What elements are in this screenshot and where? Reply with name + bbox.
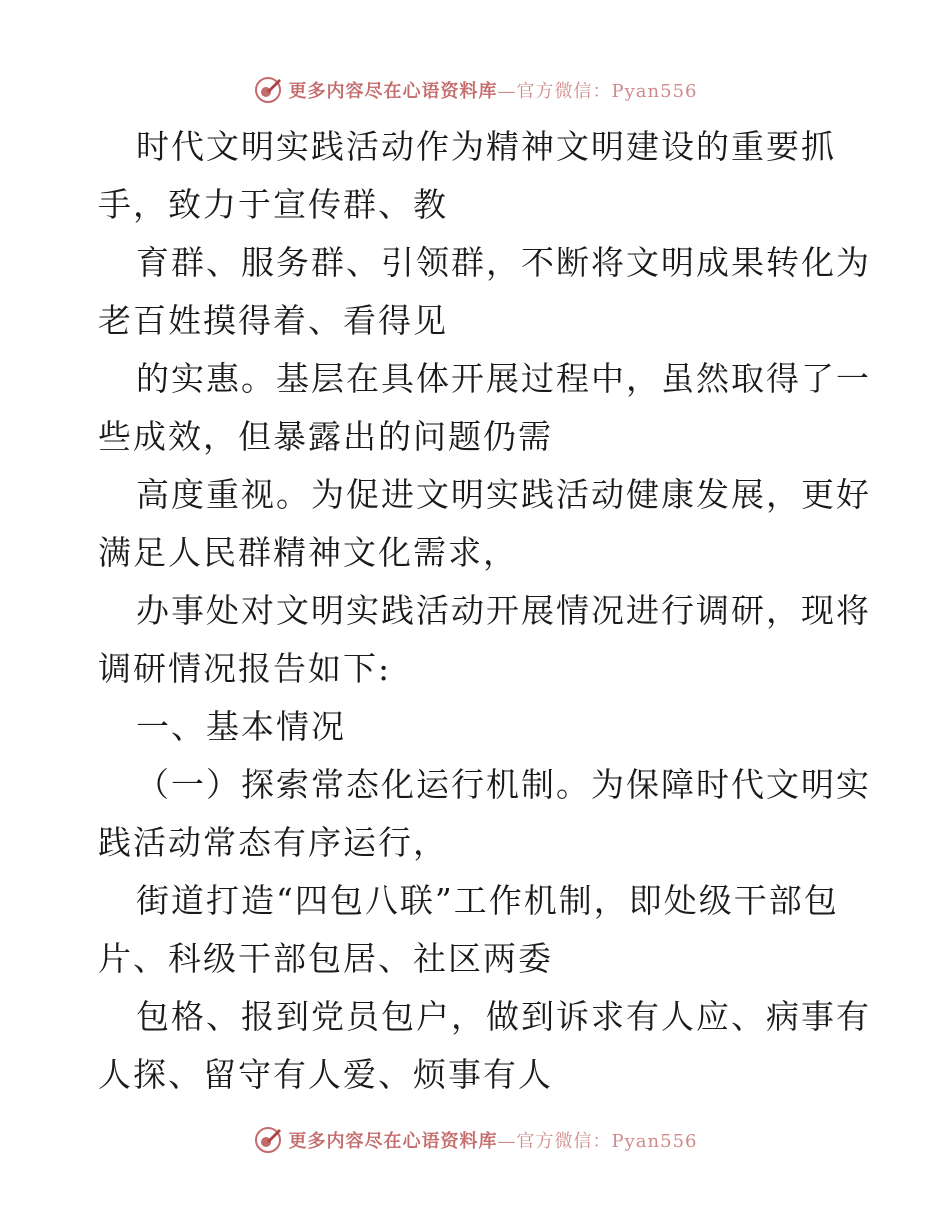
paragraph (98, 118, 858, 234)
paragraph-line: 的实惠。基层在具体开展过程中，虽然取得了一 (136, 359, 871, 398)
header-watermark (0, 70, 950, 110)
paragraph (98, 234, 871, 350)
pen-circle-logo-icon (253, 1125, 283, 1155)
paragraph-line: 育群、服务群、引领群，不断将文明成果转化为 (136, 243, 871, 282)
paragraph (98, 988, 871, 1104)
paragraph-line: 片、科级干部包居、社区两委 (98, 939, 553, 978)
paragraph-line: 践活动常态有序运行， (98, 823, 448, 862)
pen-circle-logo-icon (253, 75, 283, 105)
paragraph-line: 办事处对文明实践活动开展情况进行调研，现将 (136, 591, 871, 630)
watermark-text: 更多内容尽在心语资料库—官方微信：Pyan556 (288, 1131, 698, 1152)
paragraph-line: 人探、留守有人爱、烦事有人 (98, 1055, 553, 1094)
paragraph (98, 756, 871, 872)
paragraph (98, 466, 871, 582)
paragraph-line: 老百姓摸得着、看得见 (98, 301, 448, 340)
paragraph (98, 350, 871, 466)
paragraph-line: 时代文明实践活动作为精神文明建设的重要抓 (136, 127, 836, 166)
footer-watermark (0, 1120, 950, 1160)
paragraph-line: 调研情况报告如下: (98, 649, 392, 688)
paragraph-line: 包格、报到党员包户，做到诉求有人应、病事有 (136, 997, 871, 1036)
paragraph-line: 手，致力于宣传群、教 (98, 185, 448, 224)
paragraph-line: （一）探索常态化运行机制。为保障时代文明实 (136, 765, 871, 804)
paragraph (98, 582, 871, 698)
paragraph-line: 高度重视。为促进文明实践活动健康发展，更好 (136, 475, 871, 514)
paragraph-line: 一、基本情况 (136, 707, 346, 746)
watermark-text: 更多内容尽在心语资料库—官方微信：Pyan556 (288, 81, 698, 102)
section-heading (98, 698, 858, 756)
paragraph-line: 满足人民群精神文化需求， (98, 533, 518, 572)
paragraph-line: 些成效，但暴露出的问题仍需 (98, 417, 553, 456)
paragraph-line: 街道打造“四包八联”工作机制，即处级干部包 (136, 881, 839, 920)
paragraph (98, 872, 858, 988)
